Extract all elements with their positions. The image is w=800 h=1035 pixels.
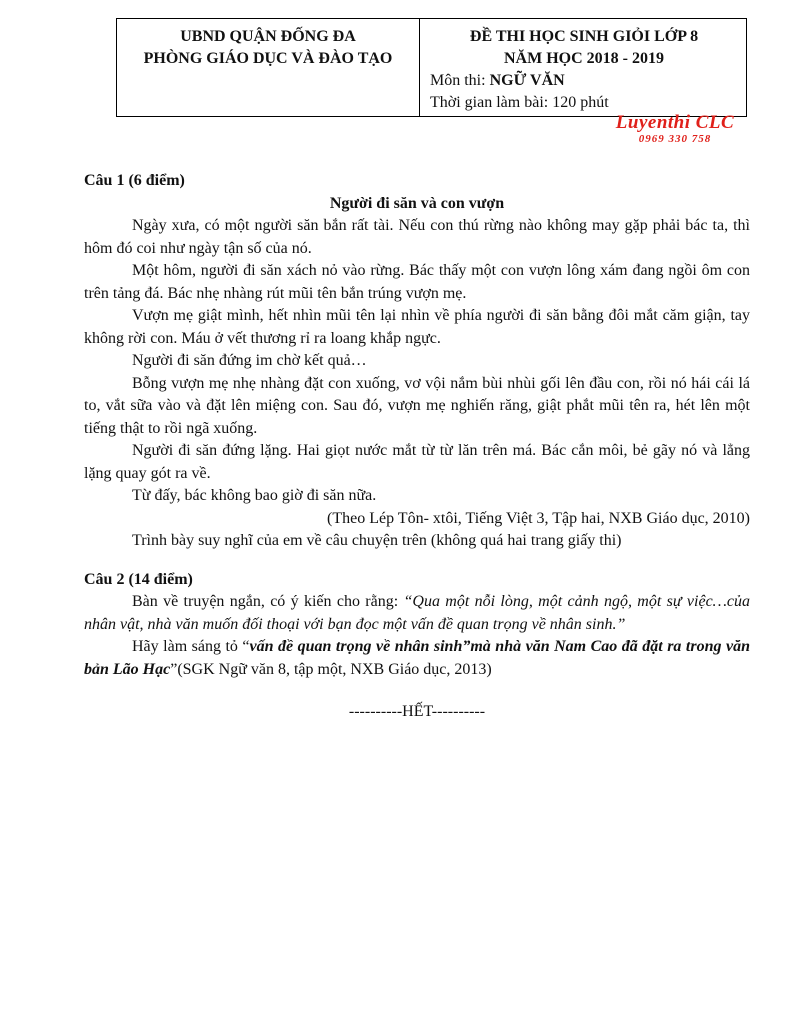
task-emphasis: vấn đề quan trọng về nhân sinh”mà nhà văn Nam Cao đã đặt ra trong văn bản Lão Hạc xyxy=(84,638,750,678)
school-year: NĂM HỌC 2018 - 2019 xyxy=(504,50,664,67)
header-table xyxy=(116,18,747,117)
story-paragraph: Vượn mẹ giật mình, hết nhìn mũi tên lại nhìn về phía người đi săn bằng đôi mắt căm giận, tay không rời con. Máu ở vết thương rỉ ra loang khắp ngực. xyxy=(84,307,750,347)
brand-name: Luyenthi CLC xyxy=(615,112,735,133)
section-gap xyxy=(84,553,750,569)
story-paragraph: Ngày xưa, có một người săn bắn rất tài. Nếu con thú rừng nào không may gặp phải bác ta, thì hôm đó coi như ngày tận số của nó. xyxy=(84,217,750,257)
header-left-cell xyxy=(117,19,420,116)
question-1-title: Câu 1 (6 điểm) xyxy=(84,172,185,189)
brand-phone: 0969 330 758 xyxy=(638,133,712,145)
story-source: (Theo Lép Tôn- xtôi, Tiếng Việt 3, Tập hai, NXB Giáo dục, 2010) xyxy=(327,509,750,527)
subject-line xyxy=(430,70,746,92)
department-name: PHÒNG GIÁO DỤC VÀ ĐÀO TẠO xyxy=(143,50,393,67)
question-2-title: Câu 2 (14 điểm) xyxy=(84,570,193,588)
exam-title: ĐỀ THI HỌC SINH GIỎI LỚP 8 xyxy=(469,28,699,45)
subject-value: NGỮ VĂN xyxy=(489,72,565,89)
prompt-quote: “Qua một nỗi lòng, một cảnh ngộ, một sự việc…của nhân vật, nhà văn muốn đối thoại với bạn đọc một vấn đề quan trọng về nhân sinh.” xyxy=(84,593,750,633)
story-paragraph: Một hôm, người đi săn xách nỏ vào rừng. Bác thấy một con vượn lông xám đang ngồi ôm con trên tảng đá. Bác nhẹ nhàng rút mũi tên bắn trúng vượn mẹ. xyxy=(84,262,750,302)
story-paragraph: Người đi săn đứng lặng. Hai giọt nước mắt từ từ lăn trên má. Bác cắn môi, bẻ gãy nó và lẳng lặng quay gót ra về. xyxy=(84,442,750,482)
task-lead: Hãy làm sáng tỏ “ xyxy=(132,638,250,655)
question-2-prompt xyxy=(84,591,750,636)
story-paragraph: Bỗng vượn mẹ nhẹ nhàng đặt con xuống, vơ vội nắm bùi nhùi gối lên đầu con, rồi nó hái cái lá to, vắt sữa vào và đặt lên miệng con. Sau đó, vượn mẹ nghiến răng, giật phắt mũi tên ra, hét lên một tiếng thật to rồi ngã xuống. xyxy=(84,374,750,437)
exam-content xyxy=(84,170,750,724)
subject-label: Môn thi: xyxy=(430,72,490,89)
district-name: UBND QUẬN ĐỐNG ĐA xyxy=(180,28,356,45)
header-right-cell xyxy=(420,19,746,116)
time-limit: Thời gian làm bài: 120 phút xyxy=(430,94,609,111)
end-mark: ----------HẾT---------- xyxy=(348,703,486,720)
task-tail: ”(SGK Ngữ văn 8, tập một, NXB Giáo dục, 2013) xyxy=(170,660,492,678)
prompt-lead: Bàn về truyện ngắn, có ý kiến cho rằng: xyxy=(132,593,404,610)
question-2-task xyxy=(84,636,750,681)
story-paragraph: Người đi săn đứng im chờ kết quả… xyxy=(132,352,367,369)
question-1-task: Trình bày suy nghĩ của em về câu chuyện trên (không quá hai trang giấy thi) xyxy=(132,532,622,549)
brand-watermark xyxy=(600,113,750,145)
story-paragraph: Từ đấy, bác không bao giờ đi săn nữa. xyxy=(132,487,377,504)
story-title: Người đi săn và con vượn xyxy=(329,194,505,212)
